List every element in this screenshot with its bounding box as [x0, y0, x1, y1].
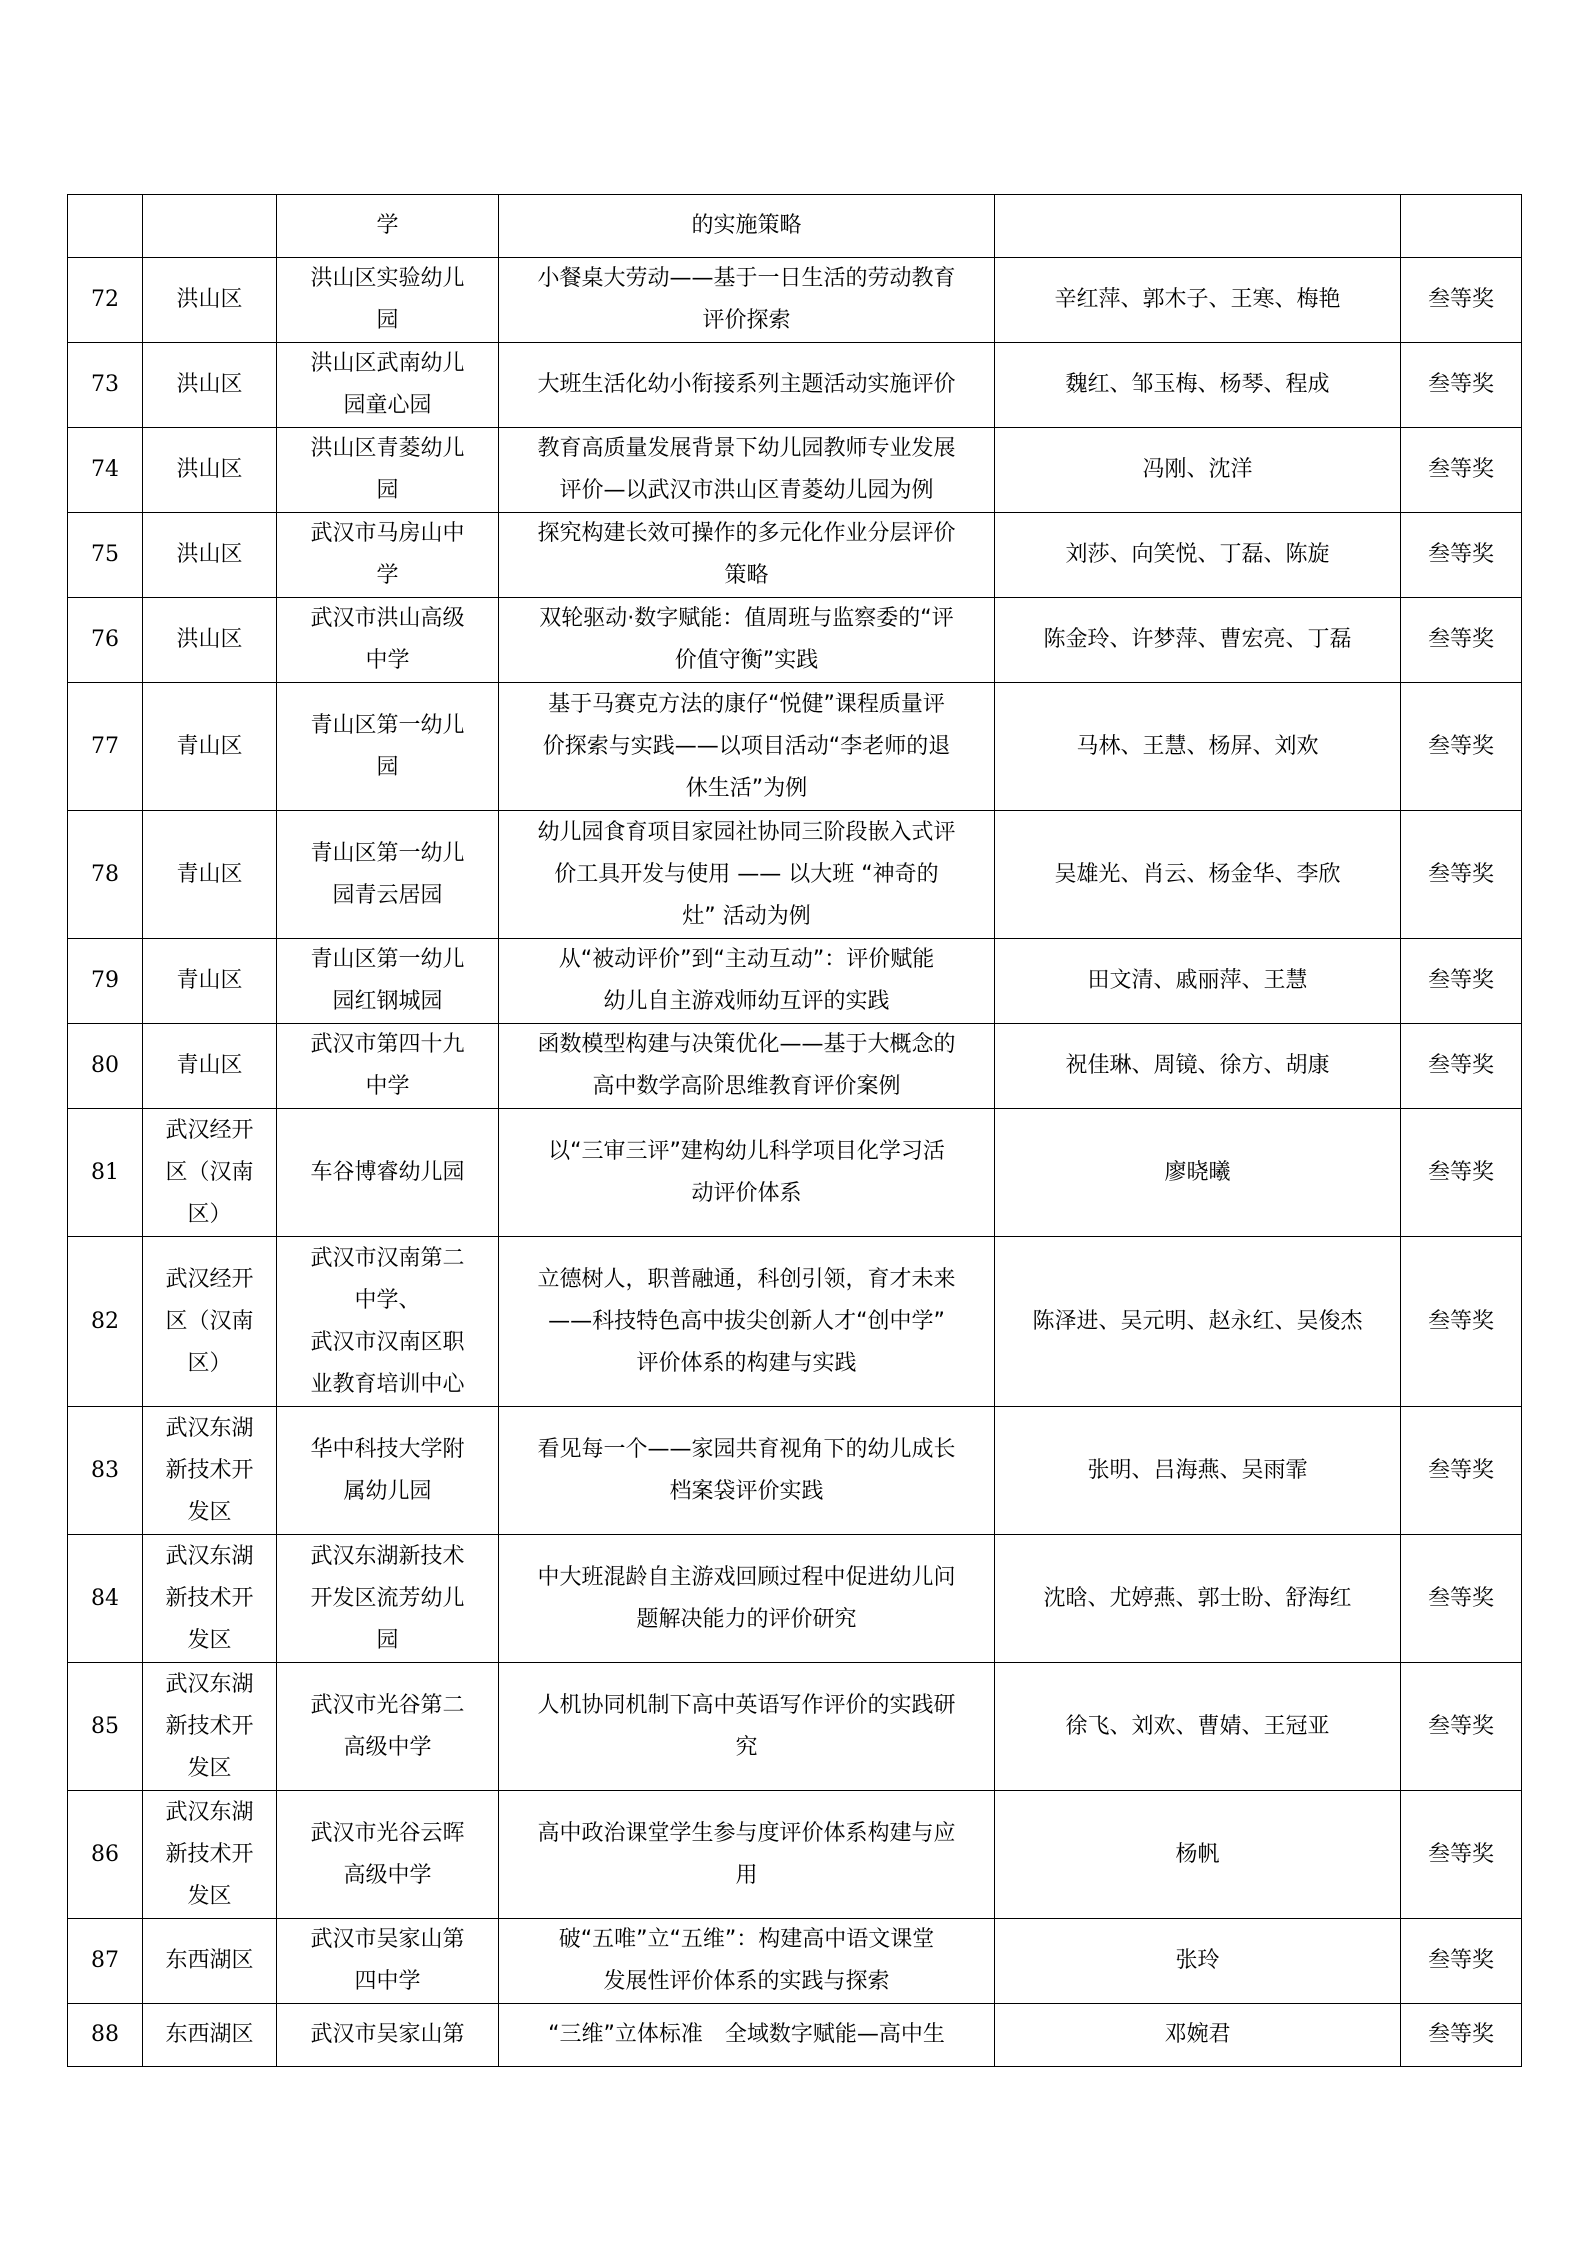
cell-district: 洪山区: [143, 258, 277, 343]
cell-award: 叁等奖: [1401, 2004, 1522, 2067]
cell-district: 洪山区: [143, 343, 277, 428]
cell-award: 叁等奖: [1401, 513, 1522, 598]
cell-no: 73: [68, 343, 143, 428]
cell-authors: 陈金玲、许梦萍、曹宏亮、丁磊: [995, 598, 1401, 683]
table-row: [68, 2004, 1522, 2067]
cell-authors: 陈泽进、吴元明、赵永红、吴俊杰: [995, 1237, 1401, 1407]
cell-project: 的实施策略: [499, 195, 995, 258]
cell-district: 洪山区: [143, 428, 277, 513]
cell-authors: 辛红萍、郭木子、王寒、梅艳: [995, 258, 1401, 343]
table-row: [68, 258, 1522, 343]
cell-award: 叁等奖: [1401, 1919, 1522, 2004]
cell-authors: 田文清、戚丽萍、王慧: [995, 939, 1401, 1024]
cell-award: [1401, 195, 1522, 258]
cell-district: 东西湖区: [143, 1919, 277, 2004]
table-row-continuation: [68, 195, 1522, 258]
cell-school: 洪山区武南幼儿 园童心园: [277, 343, 499, 428]
cell-no: 82: [68, 1237, 143, 1407]
cell-no: 76: [68, 598, 143, 683]
table-row: [68, 1535, 1522, 1663]
cell-school: 青山区第一幼儿 园: [277, 683, 499, 811]
cell-district: 青山区: [143, 939, 277, 1024]
cell-award: 叁等奖: [1401, 1791, 1522, 1919]
table-row: [68, 1024, 1522, 1109]
cell-school: 武汉市吴家山第 四中学: [277, 1919, 499, 2004]
cell-award: 叁等奖: [1401, 683, 1522, 811]
cell-no: 86: [68, 1791, 143, 1919]
award-table: [67, 194, 1522, 2067]
cell-award: 叁等奖: [1401, 1109, 1522, 1237]
cell-project: 高中政治课堂学生参与度评价体系构建与应 用: [499, 1791, 995, 1919]
table-body: [68, 195, 1522, 2067]
cell-project: 探究构建长效可操作的多元化作业分层评价 策略: [499, 513, 995, 598]
cell-project: 双轮驱动·数字赋能：值周班与监察委的“评 价值守衡”实践: [499, 598, 995, 683]
cell-authors: 廖晓曦: [995, 1109, 1401, 1237]
cell-school: 武汉市马房山中 学: [277, 513, 499, 598]
cell-district: [143, 195, 277, 258]
cell-award: 叁等奖: [1401, 1024, 1522, 1109]
cell-authors: 徐飞、刘欢、曹婧、王冠亚: [995, 1663, 1401, 1791]
table-row: [68, 428, 1522, 513]
cell-award: 叁等奖: [1401, 939, 1522, 1024]
cell-project: 大班生活化幼小衔接系列主题活动实施评价: [499, 343, 995, 428]
cell-project: 破“五唯”立“五维”：构建高中语文课堂 发展性评价体系的实践与探索: [499, 1919, 995, 2004]
cell-district: 武汉东湖 新技术开 发区: [143, 1407, 277, 1535]
cell-school: 青山区第一幼儿 园青云居园: [277, 811, 499, 939]
table-row: [68, 939, 1522, 1024]
cell-district: 武汉东湖 新技术开 发区: [143, 1663, 277, 1791]
cell-no: 74: [68, 428, 143, 513]
cell-district: 武汉东湖 新技术开 发区: [143, 1535, 277, 1663]
table-row: [68, 513, 1522, 598]
cell-project: 基于马赛克方法的康仔“悦健”课程质量评 价探索与实践——以项目活动“李老师的退 休生活”为例: [499, 683, 995, 811]
table-row: [68, 1407, 1522, 1535]
table-row: [68, 1109, 1522, 1237]
cell-authors: 刘莎、向笑悦、丁磊、陈旋: [995, 513, 1401, 598]
cell-district: 武汉经开 区（汉南 区）: [143, 1109, 277, 1237]
cell-school: 洪山区实验幼儿 园: [277, 258, 499, 343]
cell-project: 小餐桌大劳动——基于一日生活的劳动教育 评价探索: [499, 258, 995, 343]
cell-project: 从“被动评价”到“主动互动”：评价赋能 幼儿自主游戏师幼互评的实践: [499, 939, 995, 1024]
cell-project: 看见每一个——家园共育视角下的幼儿成长 档案袋评价实践: [499, 1407, 995, 1535]
cell-authors: 吴雄光、肖云、杨金华、李欣: [995, 811, 1401, 939]
cell-no: 83: [68, 1407, 143, 1535]
cell-project: 幼儿园食育项目家园社协同三阶段嵌入式评 价工具开发与使用 —— 以大班 “神奇的 灶” 活动为例: [499, 811, 995, 939]
table-row: [68, 811, 1522, 939]
cell-school: 武汉市第四十九 中学: [277, 1024, 499, 1109]
cell-no: 87: [68, 1919, 143, 2004]
cell-no: 75: [68, 513, 143, 598]
cell-award: 叁等奖: [1401, 343, 1522, 428]
cell-project: 教育高质量发展背景下幼儿园教师专业发展 评价—以武汉市洪山区青菱幼儿园为例: [499, 428, 995, 513]
cell-no: 81: [68, 1109, 143, 1237]
cell-school: 武汉市光谷云晖 高级中学: [277, 1791, 499, 1919]
cell-award: 叁等奖: [1401, 428, 1522, 513]
cell-no: 72: [68, 258, 143, 343]
cell-school: 华中科技大学附 属幼儿园: [277, 1407, 499, 1535]
cell-award: 叁等奖: [1401, 1407, 1522, 1535]
cell-authors: 杨帆: [995, 1791, 1401, 1919]
cell-school: 车谷博睿幼儿园: [277, 1109, 499, 1237]
table-row: [68, 1237, 1522, 1407]
cell-no: [68, 195, 143, 258]
table-row: [68, 1663, 1522, 1791]
cell-project: “三维”立体标准 全域数字赋能—高中生: [499, 2004, 995, 2067]
cell-authors: 魏红、邹玉梅、杨琴、程成: [995, 343, 1401, 428]
cell-school: 武汉市吴家山第: [277, 2004, 499, 2067]
cell-district: 青山区: [143, 683, 277, 811]
cell-project: 中大班混龄自主游戏回顾过程中促进幼儿问 题解决能力的评价研究: [499, 1535, 995, 1663]
cell-authors: 祝佳琳、周镜、徐方、胡康: [995, 1024, 1401, 1109]
table-row: [68, 683, 1522, 811]
cell-project: 以“三审三评”建构幼儿科学项目化学习活 动评价体系: [499, 1109, 995, 1237]
cell-authors: 邓婉君: [995, 2004, 1401, 2067]
cell-no: 84: [68, 1535, 143, 1663]
cell-school: 学: [277, 195, 499, 258]
table-row: [68, 1919, 1522, 2004]
cell-authors: 马林、王慧、杨屏、刘欢: [995, 683, 1401, 811]
cell-project: 函数模型构建与决策优化——基于大概念的 高中数学高阶思维教育评价案例: [499, 1024, 995, 1109]
cell-no: 80: [68, 1024, 143, 1109]
cell-award: 叁等奖: [1401, 258, 1522, 343]
table-row: [68, 1791, 1522, 1919]
cell-award: 叁等奖: [1401, 598, 1522, 683]
cell-district: 武汉经开 区（汉南 区）: [143, 1237, 277, 1407]
cell-school: 武汉市汉南第二 中学、 武汉市汉南区职 业教育培训中心: [277, 1237, 499, 1407]
cell-authors: 沈晗、尤婷燕、郭士盼、舒海红: [995, 1535, 1401, 1663]
cell-district: 东西湖区: [143, 2004, 277, 2067]
cell-authors: 冯刚、沈洋: [995, 428, 1401, 513]
cell-district: 洪山区: [143, 513, 277, 598]
cell-no: 79: [68, 939, 143, 1024]
cell-no: 77: [68, 683, 143, 811]
cell-district: 青山区: [143, 811, 277, 939]
cell-school: 武汉市光谷第二 高级中学: [277, 1663, 499, 1791]
cell-school: 洪山区青菱幼儿 园: [277, 428, 499, 513]
cell-no: 88: [68, 2004, 143, 2067]
cell-district: 武汉东湖 新技术开 发区: [143, 1791, 277, 1919]
cell-no: 85: [68, 1663, 143, 1791]
cell-no: 78: [68, 811, 143, 939]
cell-school: 武汉东湖新技术 开发区流芳幼儿 园: [277, 1535, 499, 1663]
cell-school: 青山区第一幼儿 园红钢城园: [277, 939, 499, 1024]
cell-authors: [995, 195, 1401, 258]
cell-project: 人机协同机制下高中英语写作评价的实践研 究: [499, 1663, 995, 1791]
cell-award: 叁等奖: [1401, 1535, 1522, 1663]
cell-authors: 张玲: [995, 1919, 1401, 2004]
cell-award: 叁等奖: [1401, 1663, 1522, 1791]
cell-project: 立德树人，职普融通，科创引领，育才未来 ——科技特色高中拔尖创新人才“创中学” 评价体系的构建与实践: [499, 1237, 995, 1407]
table-row: [68, 598, 1522, 683]
cell-award: 叁等奖: [1401, 1237, 1522, 1407]
cell-district: 洪山区: [143, 598, 277, 683]
cell-award: 叁等奖: [1401, 811, 1522, 939]
table-row: [68, 343, 1522, 428]
cell-authors: 张明、吕海燕、吴雨霏: [995, 1407, 1401, 1535]
cell-district: 青山区: [143, 1024, 277, 1109]
cell-school: 武汉市洪山高级 中学: [277, 598, 499, 683]
